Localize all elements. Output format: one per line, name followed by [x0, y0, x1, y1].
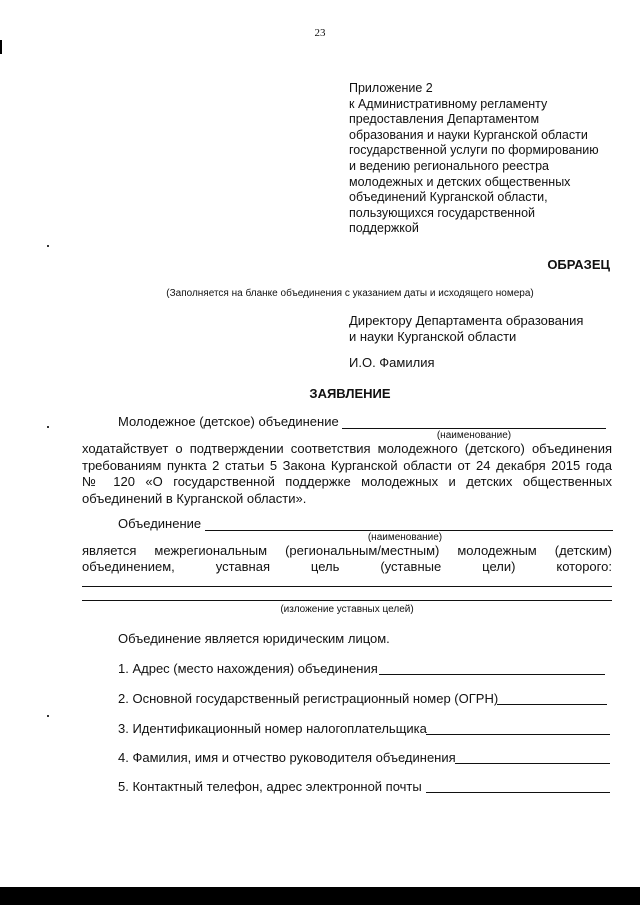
blank-note: (Заполняется на бланке объединения с указанием даты и исходящего номера): [166, 288, 534, 299]
status-word: цели): [482, 559, 516, 574]
goals-field-line-2[interactable]: [82, 600, 612, 601]
appendix-line: объединений Курганской области,: [349, 190, 548, 205]
field-ogrn-input[interactable]: [497, 704, 607, 705]
appendix-line: предоставления Департаментом: [349, 112, 540, 127]
document-title: ЗАЯВЛЕНИЕ: [309, 386, 391, 401]
petition-line: требованиям пункта 2 статьи 5 Закона Курганской области от 24 декабря 2015 года: [82, 457, 612, 473]
field-ogrn-label: 2. Основной государственный регистрационный номер (ОГРН): [118, 691, 499, 706]
association-name2-field[interactable]: [205, 530, 613, 531]
field-contact-input[interactable]: [426, 792, 610, 793]
scan-dot: [47, 245, 49, 247]
addressee-line-2: и науки Курганской области: [349, 329, 517, 344]
caption-name: (наименование): [436, 430, 512, 441]
scan-edge-mark: [0, 40, 2, 54]
appendix-line: образования и науки Курганской области: [349, 127, 588, 142]
field-head-input[interactable]: [455, 763, 610, 764]
petition-line: № 120 «О государственной поддержке молодежных и детских общественных: [82, 474, 612, 489]
sample-label: ОБРАЗЕЦ: [547, 257, 610, 272]
scan-dot: [47, 715, 49, 717]
field-inn-input[interactable]: [426, 734, 610, 735]
caption-goals: (изложение уставных целей): [280, 604, 414, 615]
caption-name-2: (наименование): [367, 532, 443, 543]
intro-label: Молодежное (детское) объединение: [118, 414, 339, 429]
appendix-block: [349, 81, 619, 237]
status-word: (уставные: [380, 559, 442, 574]
appendix-line: Приложение 2: [349, 81, 433, 95]
field-inn-label: 3. Идентификационный номер налогоплательщика: [118, 721, 427, 736]
status-word: межрегиональным: [154, 543, 268, 558]
appendix-line: молодежных и детских общественных: [349, 174, 571, 189]
appendix-line: пользующихся государственной: [349, 205, 536, 220]
association-name-field[interactable]: [342, 428, 606, 429]
appendix-line: к Административному регламенту: [349, 96, 548, 111]
petition-line: ходатайствует о подтверждении соответствия молодежного (детского) объединения: [82, 441, 612, 456]
status-word: (региональным/местным): [285, 543, 440, 558]
field-head-label: 4. Фамилия, имя и отчество руководителя объединения: [118, 750, 456, 765]
addressee-name: И.О. Фамилия: [349, 355, 435, 370]
status-word: объединением,: [82, 559, 175, 574]
addressee-line-1: Директору Департамента образования: [349, 313, 584, 328]
status-word: цель: [310, 559, 340, 574]
status-word: молодежным: [457, 543, 537, 558]
appendix-line: поддержкой: [349, 221, 419, 236]
status-word: уставная: [215, 559, 270, 574]
addressee-block: [349, 313, 583, 345]
status-line-2: [82, 559, 612, 574]
scan-dot: [47, 426, 49, 428]
petition-line: объединений в Курганской области».: [82, 490, 307, 506]
appendix-line: государственной услуги по формированию: [349, 143, 599, 158]
legal-entity-text: Объединение является юридическим лицом.: [118, 631, 390, 646]
status-word: (детским): [554, 543, 612, 558]
appendix-line: и ведению регионального реестра: [349, 158, 549, 173]
status-word: которого:: [556, 559, 612, 574]
field-address-input[interactable]: [379, 674, 605, 675]
scan-bottom-bar: [0, 887, 640, 905]
goals-field-line-1[interactable]: [82, 586, 612, 587]
field-address-label: 1. Адрес (место нахождения) объединения: [118, 661, 378, 676]
field-contact-label: 5. Контактный телефон, адрес электронной почты: [118, 779, 422, 794]
petition-paragraph: [82, 441, 612, 507]
status-word: является: [82, 543, 137, 558]
association-label: Объединение: [118, 516, 202, 531]
page-number: 23: [314, 27, 326, 39]
status-line-1: [82, 543, 612, 558]
